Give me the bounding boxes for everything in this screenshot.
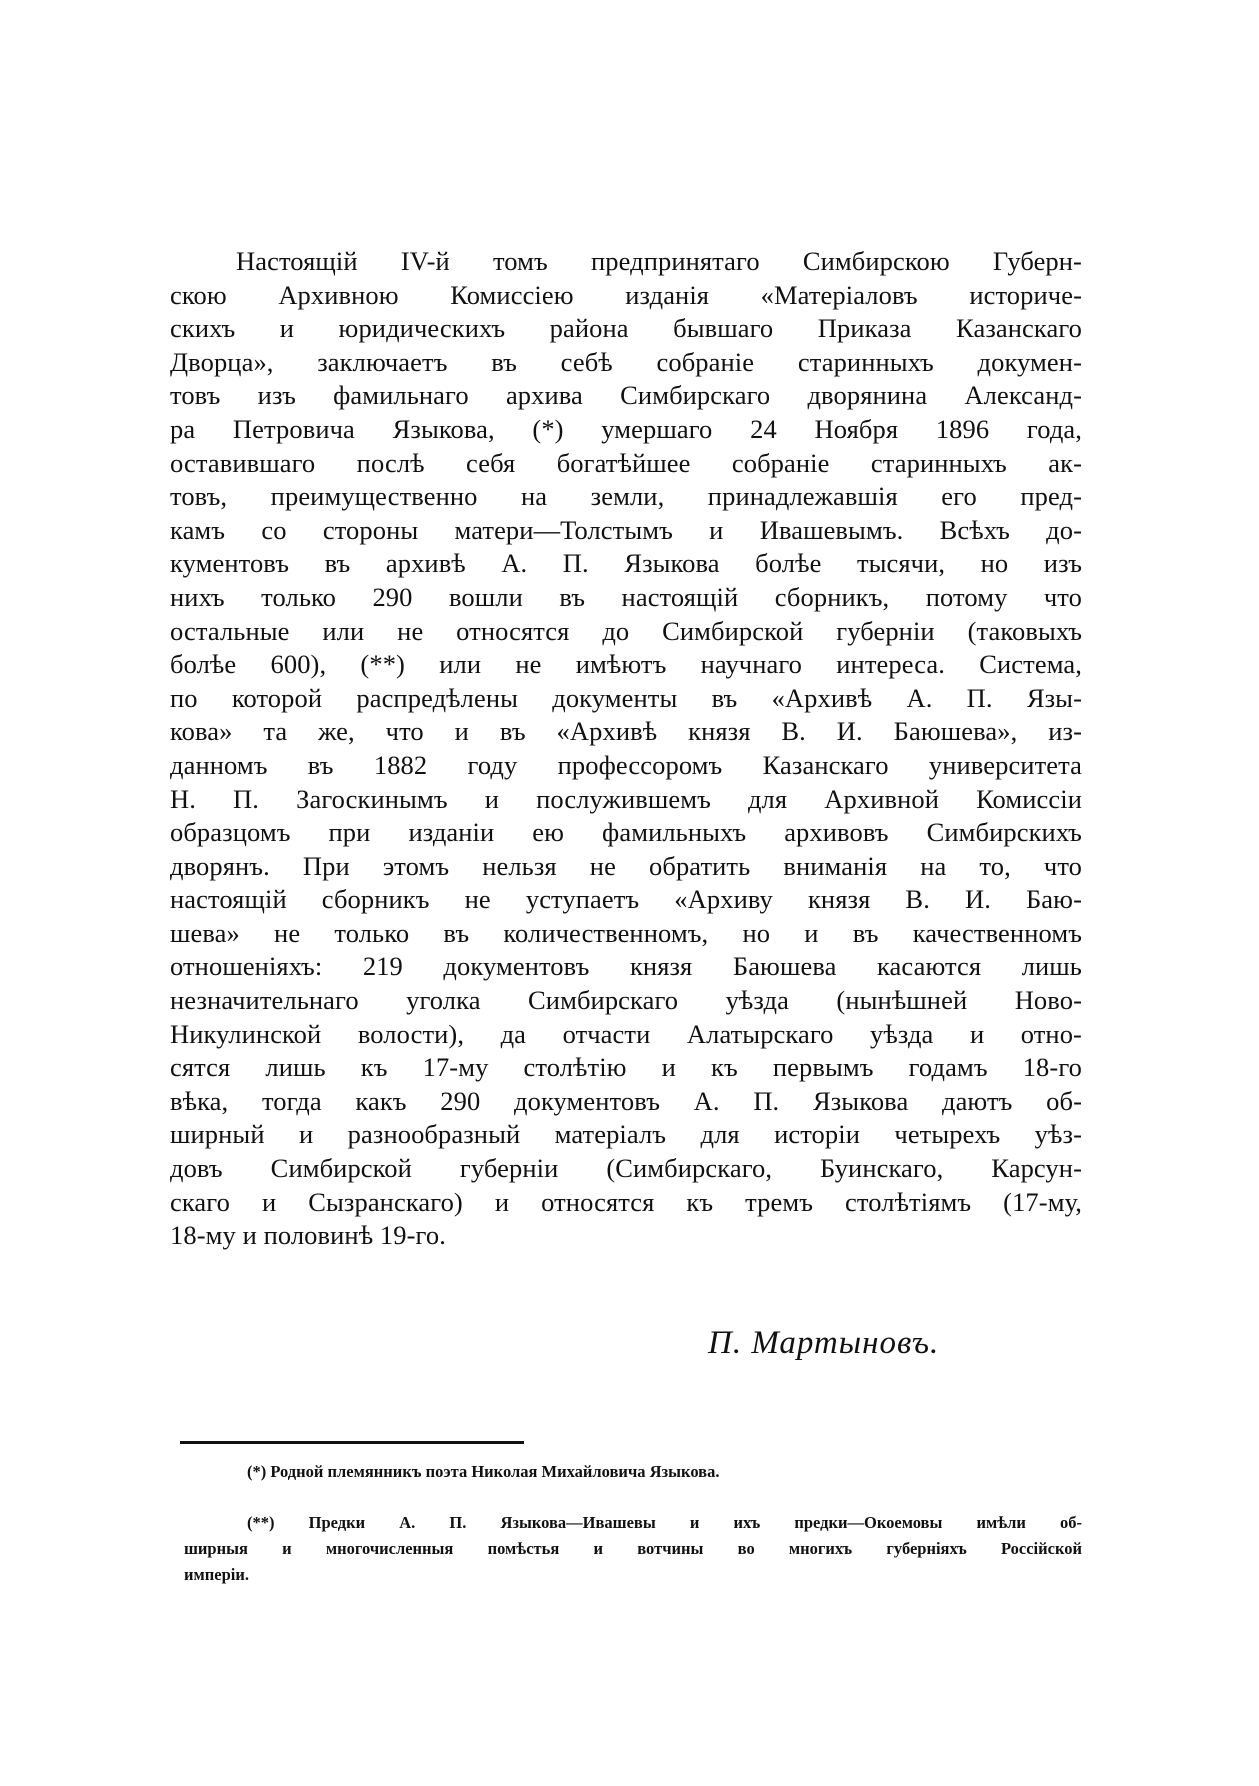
paragraph-line: незначительнаго уголка Симбирскаго уѣзда (нынѣшней Ново- xyxy=(170,985,1082,1016)
paragraph-line: Никулинской волости), да отчасти Алатырскаго уѣзда и отно- xyxy=(170,1018,1082,1049)
paragraph-line: вѣка, тогда какъ 290 документовъ А. П. Языкова даютъ об- xyxy=(170,1085,1082,1116)
footnote-line: ширныя и многочисленныя помѣстья и вотчины во многихъ губерніяхъ Россійской xyxy=(184,1539,1082,1558)
paragraph-line: отношеніяхъ: 219 документовъ князя Баюшева касаются лишь xyxy=(170,951,1082,982)
paragraph-line: ширный и разнообразный матеріалъ для исторіи четырехъ уѣз- xyxy=(170,1119,1082,1150)
paragraph-line: образцомъ при изданіи ею фамильныхъ архивовъ Симбирскихъ xyxy=(170,817,1082,848)
paragraph-line: оставившаго послѣ себя богатѣйшее собраніе старинныхъ ак- xyxy=(170,447,1082,478)
paragraph-line: кова» та же, что и въ «Архивѣ князя В. И. Баюшева», из- xyxy=(170,716,1082,747)
paragraph-line: скою Архивною Комиссіею изданія «Матеріаловъ историче- xyxy=(170,279,1082,310)
paragraph-line: товъ изъ фамильнаго архива Симбирскаго дворянина Александ- xyxy=(170,380,1082,411)
paragraph-line: дворянъ. При этомъ нельзя не обратить вниманія на то, что xyxy=(170,850,1082,881)
paragraph-line: Настоящій IV-й томъ предпринятаго Симбирскою Губерн- xyxy=(236,246,1082,276)
footnote-divider xyxy=(180,1441,524,1444)
footnote-line: (**) Предки А. П. Языкова—Ивашевы и ихъ предки—Окоемовы имѣли об- xyxy=(247,1513,1082,1532)
footnote-2 xyxy=(184,1510,1082,1588)
paragraph-line: по которой распредѣлены документы въ «Архивѣ А. П. Язы- xyxy=(170,682,1082,713)
paragraph-line: болѣе 600), (**) или не имѣютъ научнаго интереса. Система, xyxy=(170,649,1082,680)
paragraph-line: сятся лишь къ 17-му столѣтію и къ первымъ годамъ 18-го xyxy=(170,1052,1082,1083)
paragraph-line: Дворца», заключаетъ въ себѣ собраніе старинныхъ докумен- xyxy=(170,346,1082,377)
paragraph-line: довъ Симбирской губерніи (Симбирскаго, Буинскаго, Карсун- xyxy=(170,1153,1082,1184)
paragraph-line: нихъ только 290 вошли въ настоящій сборникъ, потому что xyxy=(170,581,1082,612)
paragraph-line: товъ, преимущественно на земли, принадлежавшія его пред- xyxy=(170,481,1082,512)
paragraph-line: кументовъ въ архивѣ А. П. Языкова болѣе тысячи, но изъ xyxy=(170,548,1082,579)
preface-paragraph xyxy=(170,245,1082,1253)
paragraph-line: 18-му и половинѣ 19-го. xyxy=(170,1220,446,1251)
footnote-1: (*) Родной племянникъ поэта Николая Михайловича Языкова. xyxy=(247,1462,720,1481)
paragraph-line: Н. П. Загоскинымъ и послужившемъ для Архивной Комиссіи xyxy=(170,783,1082,814)
author-signature: П. Мартыновъ. xyxy=(708,1325,940,1361)
paragraph-line: ра Петровича Языкова, (*) умершаго 24 Ноября 1896 года, xyxy=(170,413,1082,444)
paragraph-line: скихъ и юридическихъ района бывшаго Приказа Казанскаго xyxy=(170,313,1082,344)
paragraph-line: данномъ въ 1882 году профессоромъ Казанскаго университета xyxy=(170,749,1082,780)
paragraph-line: камъ со стороны матери—Толстымъ и Ивашевымъ. Всѣхъ до- xyxy=(170,514,1082,545)
paragraph-line: шева» не только въ количественномъ, но и въ качественномъ xyxy=(170,917,1082,948)
paragraph-line: настоящій сборникъ не уступаетъ «Архиву князя В. И. Баю- xyxy=(170,884,1082,915)
paragraph-line: скаго и Сызранскаго) и относятся къ тремъ столѣтіямъ (17-му, xyxy=(170,1186,1082,1217)
paragraph-line: остальные или не относятся до Симбирской губерніи (таковыхъ xyxy=(170,615,1082,646)
footnote-line: имперіи. xyxy=(184,1565,249,1584)
